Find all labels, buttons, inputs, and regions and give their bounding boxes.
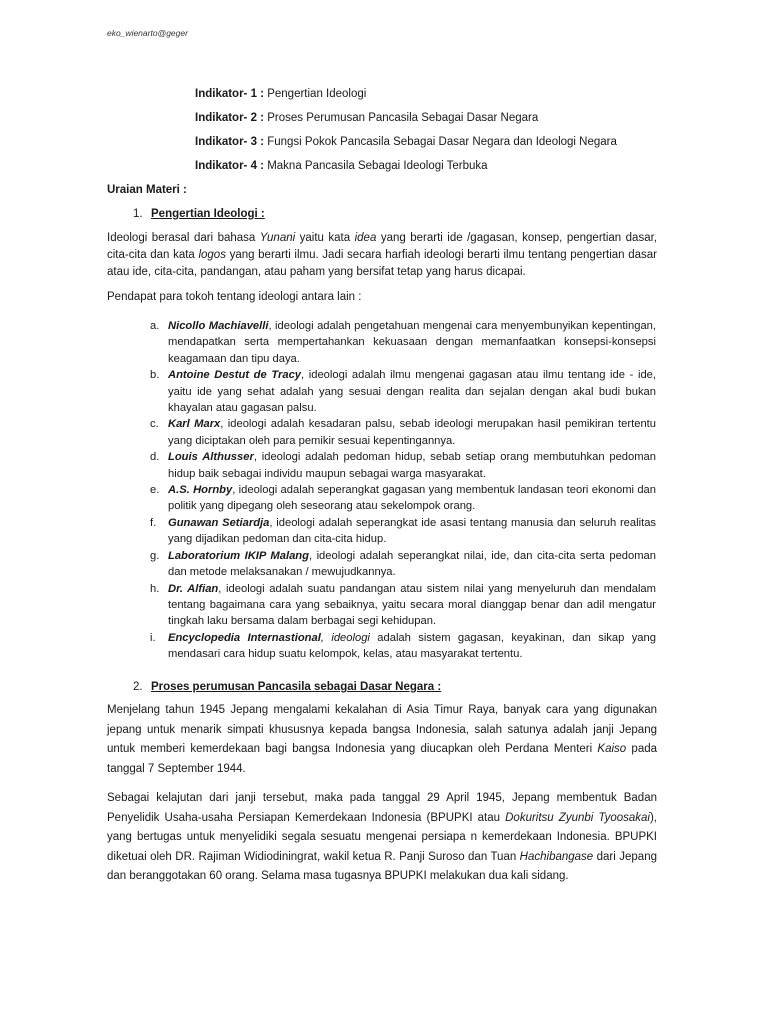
list-marker: f. [150, 516, 157, 529]
section-1-heading [133, 208, 265, 220]
paragraph-text: dari Jepang dan beranggotakan 60 orang. Selama masa tugasnya BPUPKI melakukan dua kali sidang. [107, 850, 657, 882]
list-marker: e. [150, 484, 160, 497]
opinion-lead [107, 289, 657, 306]
opinion-text: adalah sistem gagasan, keyakinan, dan sikap yang mendasari cara hidup suatu kelompok, kelas, atau masyarakat tertentu. [168, 631, 656, 661]
opinion-text: , ideologi adalah seperangkat gagasan yang membentuk landasan teori ekonomi dan politik yang dipegang oleh seseorang atau sekelompok orang. [168, 484, 656, 513]
scholar-name: Louis Althusser [168, 451, 254, 464]
indicator-item [195, 82, 715, 106]
term-kaiso: Kaiso [597, 743, 627, 755]
indicator-key: Indikator- 3 : [195, 136, 265, 148]
opinion-text: , ideologi adalah suatu pandangan atau sistem nilai yang menyeluruh dan mendalam tentang bagaimana cara yang sebaiknya, yaitu secara moral dianggap benar dan adil mengatur tingkah laku bersama dalam berbagai segi kehidupan. [168, 582, 656, 628]
list-item [150, 548, 656, 581]
list-marker: c. [150, 418, 159, 431]
intro-text: yaitu kata [295, 232, 355, 244]
list-marker: g. [150, 549, 160, 562]
intro-term-yunani: Yunani [259, 232, 296, 244]
section-heading-uraian: Uraian Materi : [107, 184, 187, 196]
section-2-paragraph-1 [107, 701, 657, 779]
opinion-text: , ideologi adalah pengetahuan mengenai cara menyembunyikan kepentingan, mendapatkan serta mempertahankan kekuasaan dengan memanfaatkan konsepsi-konsepsi keagamaan dan tipu daya. [168, 320, 656, 365]
paragraph-text: ), yang bertugas untuk menyelidiki segala sesuatu mengenai persiapa n kemerdekaan Indonesia. BPUPKI diketuai oleh DR. Rajiman Widiodiningrat, wakil ketua R. Panji Suroso dan Tuan [107, 811, 657, 863]
section-2-heading [133, 681, 441, 693]
opinion-text: , ideologi adalah seperangkat ide asasi tentang manusia dan seluruh realitas yang dijadikan pedoman dan cita-cita hidup. [168, 516, 657, 546]
opinion-list [150, 318, 656, 663]
intro-text: Ideologi berasal dari bahasa [107, 232, 260, 244]
indicator-text: Proses Perumusan Pancasila Sebagai Dasar Negara [264, 112, 539, 124]
opinion-text-italic: , ideologi [320, 631, 370, 644]
indicator-item [195, 106, 715, 130]
paragraph-text: pada tanggal 7 September 1944. [107, 743, 658, 775]
list-item [150, 449, 656, 482]
scholar-name: Karl Marx [168, 418, 221, 431]
term-dokuritsu: Dokuritsu Zyunbi Tyoosakai [505, 811, 650, 824]
opinion-text: , ideologi adalah ilmu mengenai gagasan atau ilmu tentang ide - ide, yaitu ide yang sehat adalah yang sesuai dengan realita dan sejalan dengan akal budi bukan khayalan atau gagasan palsu. [168, 369, 656, 415]
scholar-name: Dr. Alfian [168, 582, 219, 595]
intro-term-idea: idea [354, 232, 377, 244]
scholar-name: Antoine Destut de Tracy [168, 369, 302, 382]
scholar-name: Laboratorium IKIP Malang [168, 549, 309, 562]
term-hachibangase: Hachibangase [519, 850, 594, 863]
paragraph-text: Sebagai kelajutan dari janji tersebut, maka pada tanggal 29 April 1945, Jepang membentuk Badan Penyelidik Usaha-usaha Persiapan Kemerdekaan Indonesia (BPUPKI atau [107, 792, 657, 824]
opinion-text: , ideologi adalah pedoman hidup, sebab setiap orang membutuhkan pedoman hidup baik sebagai individu maupun sebagai warga masyarakat. [168, 451, 656, 480]
indicator-list [195, 82, 715, 178]
list-marker: d. [150, 451, 160, 464]
list-item [150, 416, 656, 449]
intro-term-logos: logos [198, 249, 226, 261]
scholar-name: Encyclopedia Internastional [168, 631, 321, 644]
indicator-key: Indikator- 1 : [195, 88, 265, 100]
intro-text: yang berarti ilmu. Jadi secara harfiah ideologi berarti ilmu tentang pengertian dasar atau ide, cita-cita, pandangan, atau paham yang bersifat tetap yang harus dicapai. [107, 249, 657, 278]
scholar-name: Nicollo Machiavelli [168, 320, 269, 332]
section-2-paragraph-2 [107, 789, 657, 887]
section-2-title: Proses perumusan Pancasila sebagai Dasar Negara : [151, 681, 442, 693]
indicator-key: Indikator- 4 : [195, 160, 265, 172]
list-marker: h. [150, 582, 160, 595]
list-item [150, 482, 656, 515]
paragraph-text: Menjelang tahun 1945 Jepang mengalami kekalahan di Asia Timur Raya, banyak cara yang digunakan jepang untuk menarik simpati khususnya kepada bangsa Indonesia, salah satunya adalah janji Jepang untuk memberi kemerdekaan bagi bangsa Indonesia yang diucapkan oleh Perdana Menteri [107, 704, 657, 755]
opinion-text: , ideologi adalah seperangkat nilai, ide, dan cita-cita serta pedoman dan metode melaksanakan / mewujudkannya. [168, 549, 656, 579]
list-item [150, 581, 656, 630]
section-1-intro [107, 230, 657, 281]
list-marker: a. [150, 320, 160, 332]
list-marker: i. [150, 631, 156, 644]
section-1-number: 1. [133, 208, 143, 220]
indicator-text: Makna Pancasila Sebagai Ideologi Terbuka [264, 160, 488, 172]
author-header: eko_wienarto@geger [107, 28, 188, 38]
list-marker: b. [150, 369, 160, 382]
indicator-text: Fungsi Pokok Pancasila Sebagai Dasar Negara dan Ideologi Negara [264, 136, 617, 148]
list-item [150, 515, 656, 548]
list-item [150, 630, 656, 663]
opinion-text: , ideologi adalah kesadaran palsu, sebab ideologi merupakan hasil pemikiran tertentu yang diciptakan oleh para pemikir sesuai kepentingannya. [168, 418, 656, 447]
indicator-item [195, 154, 715, 178]
scholar-name: Gunawan Setiardja [168, 516, 270, 529]
section-1-title: Pengertian Ideologi : [151, 208, 265, 220]
indicator-text: Pengertian Ideologi [264, 88, 367, 100]
indicator-key: Indikator- 2 : [195, 112, 265, 124]
list-item [150, 318, 656, 367]
intro-text: yang berarti ide /gagasan, konsep, pengertian dasar, cita-cita dan kata [107, 232, 657, 261]
section-2-number: 2. [133, 681, 143, 693]
list-item [150, 367, 656, 416]
opinion-lead-text: Pendapat para tokoh tentang ideologi antara lain : [107, 291, 362, 303]
scholar-name: A.S. Hornby [168, 484, 233, 497]
indicator-item [195, 130, 715, 154]
